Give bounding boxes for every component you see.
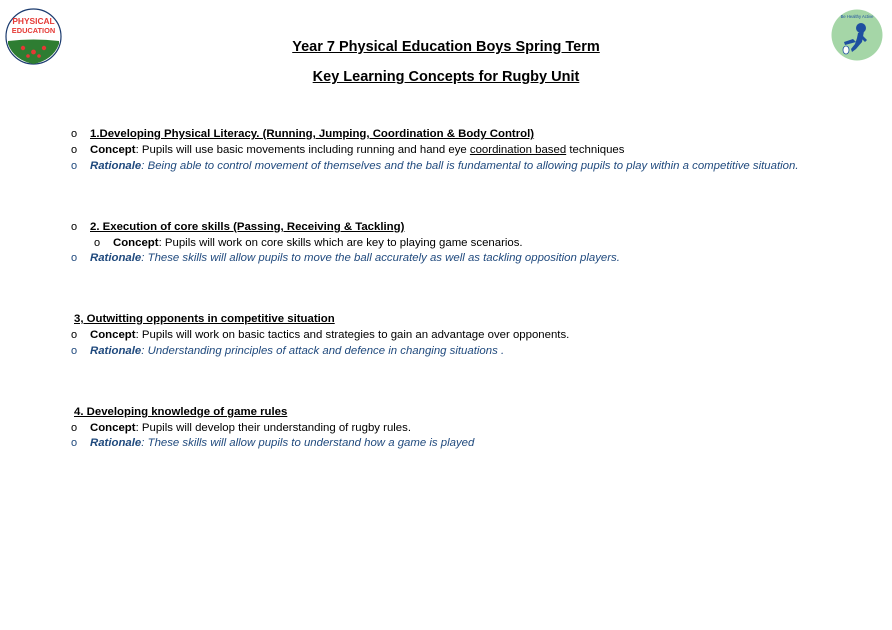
logo-text-education: EDUCATION [11,26,56,35]
rationale-text: : Being able to control movement of themselves and the ball is fundamental to allowing pupils to play within a competitive situation. [141,160,799,172]
section-3-heading: 3, Outwitting opponents in competitive situation [74,313,335,325]
rationale-text: : These skills will allow pupils to move the ball accurately as well as tackling opposition players. [141,252,620,264]
concept-label: Concept [90,329,136,341]
section-3-concept [90,328,569,342]
section-1-concept [90,143,624,157]
section-1-rationale [90,159,799,173]
rationale-text: : Understanding principles of attack and defence in changing situations . [141,345,505,357]
section-4-heading: 4. Developing knowledge of game rules [74,406,288,418]
concept-text-end: techniques [566,144,625,156]
rationale-label: Rationale [90,252,142,264]
rationale-label: Rationale [90,345,142,357]
concept-text: : Pupils will work on core skills which are key to playing game scenarios. [158,237,523,249]
physical-education-logo [5,8,62,65]
concept-label: Concept [90,422,136,434]
logo-text-physical: PHYSICAL [12,16,55,26]
bullet: o [71,437,78,449]
section-1-heading: 1.Developing Physical Literacy. (Running, Jumping, Coordination & Body Control) [90,128,535,140]
concept-text-underlined: coordination based [469,144,567,156]
bullet: o [71,128,78,140]
section-4-concept [90,421,411,435]
concept-label: Concept [113,237,159,249]
section-2-rationale [90,251,620,265]
bullet: o [71,252,78,264]
concept-text: : Pupils will use basic movements including running and hand eye [135,144,470,156]
bullet: o [71,144,78,156]
page-title: Year 7 Physical Education Boys Spring Term [292,39,600,55]
rationale-label: Rationale [90,437,142,449]
bullet: o [71,422,78,434]
section-3-rationale [90,344,504,358]
concept-text: : Pupils will develop their understanding of rugby rules. [135,422,412,434]
page-subtitle: Key Learning Concepts for Rugby Unit [312,69,580,85]
bullet: o [71,329,78,341]
section-2-concept [113,236,523,250]
logo-right-text: Be Healthy Active [840,14,874,19]
concept-text: : Pupils will work on basic tactics and strategies to gain an advantage over opponents. [135,329,570,341]
bullet: o [71,345,78,357]
rationale-label: Rationale [90,160,142,172]
concept-label: Concept [90,144,136,156]
rationale-text: : These skills will allow pupils to understand how a game is played [141,437,475,449]
section-2-heading: 2. Execution of core skills (Passing, Receiving & Tackling) [90,221,405,233]
section-4-rationale [90,436,474,450]
bullet: o [71,160,78,172]
bullet: o [94,237,101,249]
bullet: o [71,221,78,233]
